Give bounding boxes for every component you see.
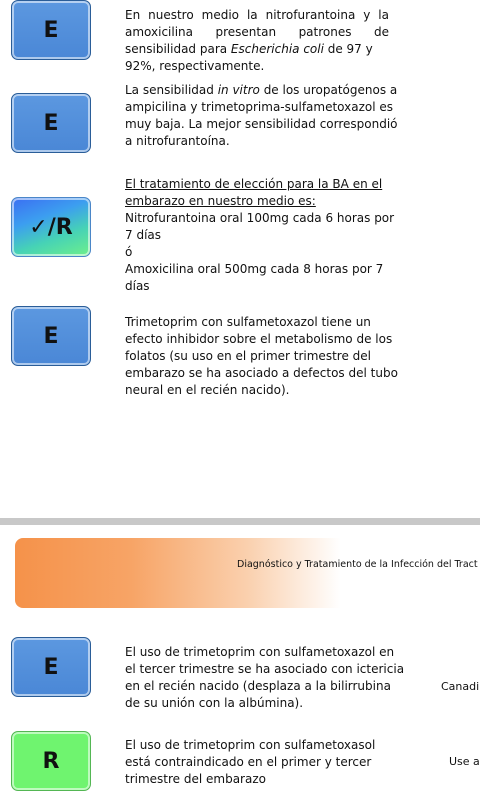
text-line: el tercer trimestre se ha asociado con ictericia xyxy=(125,662,405,676)
evidence-level-badge: E xyxy=(11,637,91,697)
page-divider xyxy=(0,518,480,525)
text-line: días xyxy=(125,279,150,293)
text-line: embarazo en nuestro medio es: xyxy=(125,194,316,208)
text-line: muy baja. La mejor sensibilidad correspondió xyxy=(125,117,398,131)
text-line: folatos (su uso en el primer trimestre del xyxy=(125,349,371,363)
evidence-text xyxy=(125,82,398,150)
text-line: El tratamiento de elección para la BA en el xyxy=(125,177,383,191)
evidence-level-badge: E xyxy=(11,306,91,366)
page-header-title: Diagnóstico y Tratamiento de la Infección del Tract xyxy=(237,559,478,570)
italic-term: in vitro xyxy=(217,83,260,97)
text-line: a nitrofurantoína. xyxy=(125,134,230,148)
evidence-text xyxy=(125,314,398,399)
reference-note: Use a xyxy=(449,755,480,768)
text-line: está contraindicado en el primer y tercer xyxy=(125,755,372,769)
text-line: de su unión con la albúmina). xyxy=(125,696,304,710)
text-line: efecto inhibidor sobre el metabolismo de los xyxy=(125,332,393,346)
recommendation-text xyxy=(125,176,395,295)
evidence-text xyxy=(125,7,389,75)
text-line: Amoxicilina oral 500mg cada 8 horas por 7 xyxy=(125,262,384,276)
text-line: embarazo se ha asociado a defectos del tubo xyxy=(125,366,398,380)
text-line: ampicilina y trimetoprima-sulfametoxazol es xyxy=(125,100,394,114)
text-line: 7 días xyxy=(125,228,162,242)
text-line: El uso de trimetoprim con sulfametoxasol xyxy=(125,738,376,752)
text-line: La sensibilidad in vitro de los uropatógenos a xyxy=(125,83,398,97)
recommendation-text xyxy=(125,737,389,788)
evidence-level-badge: E xyxy=(11,0,91,60)
text-line: Nitrofurantoina oral 100mg cada 6 horas por xyxy=(125,211,395,225)
text-line: neural en el recién nacido). xyxy=(125,383,290,397)
reference-note: Canadi xyxy=(441,680,480,693)
recommendation-level-badge: ✓/R xyxy=(11,197,91,257)
evidence-level-badge: E xyxy=(11,93,91,153)
recommendation-level-badge: R xyxy=(11,731,91,791)
text-line: ó xyxy=(125,245,133,259)
text-line: en el recién nacido (desplaza a la bilirrubina xyxy=(125,679,391,693)
evidence-text xyxy=(125,644,405,712)
text-line: 92%, respectivamente. xyxy=(125,59,265,73)
species-name: Escherichia coli xyxy=(230,42,324,56)
text-line: En nuestro medio la nitrofurantoina y la xyxy=(125,8,389,22)
text-line: sensibilidad para Escherichia coli de 97 y xyxy=(125,42,373,56)
text-line: El uso de trimetoprim con sulfametoxazol en xyxy=(125,645,395,659)
text-line: trimestre del embarazo xyxy=(125,772,266,786)
text-line: amoxicilina presentan patrones de xyxy=(125,25,389,39)
text-line: Trimetoprim con sulfametoxazol tiene un xyxy=(125,315,371,329)
page-header-band xyxy=(15,538,480,608)
